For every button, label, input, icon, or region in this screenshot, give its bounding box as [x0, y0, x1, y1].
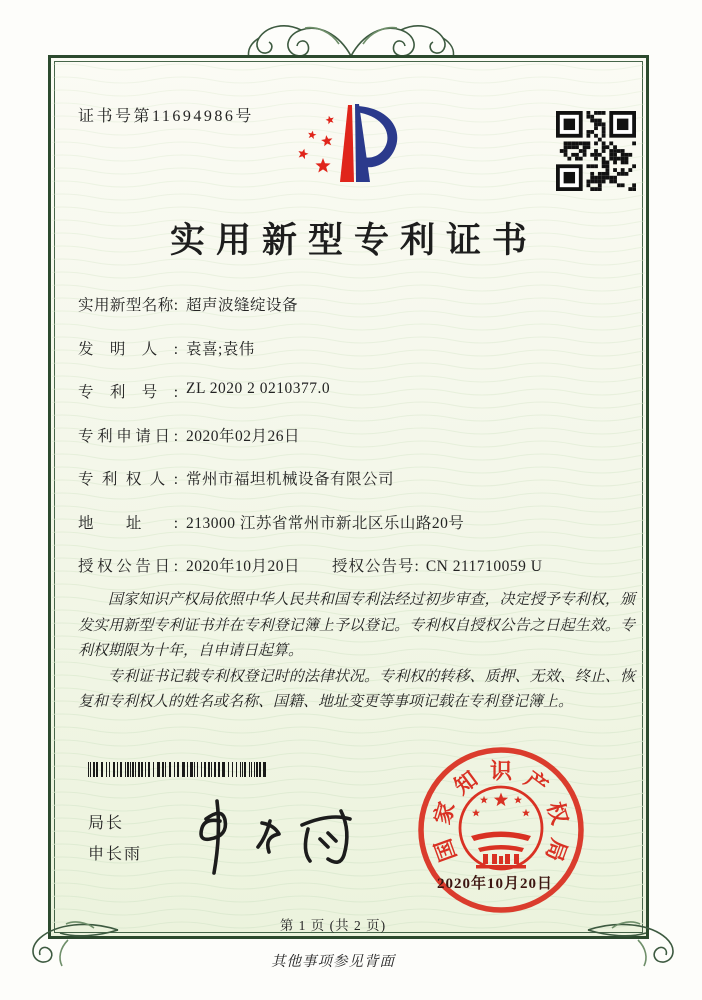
page-number: 第 1 页 (共 2 页) — [279, 918, 387, 933]
grant-publication-number — [332, 554, 542, 576]
field-label: 授权公告日: — [78, 558, 178, 575]
certificate-number: 证书号第11694986号 — [78, 108, 254, 125]
field-value: 2020年10月20日 — [186, 558, 301, 575]
field-label: 专利号: — [78, 384, 178, 401]
bottom-right-flourish-ornament — [586, 918, 682, 968]
commissioner-title: 局长 — [88, 815, 125, 832]
logo-blue-stem — [355, 104, 370, 182]
logo-red-triangle — [340, 105, 354, 182]
field-value: 常州市福坦机械设备有限公司 — [186, 471, 395, 488]
field-label: 专利申请日: — [78, 427, 178, 445]
field-row-patentee — [78, 467, 638, 488]
field-row-inventor — [78, 337, 638, 358]
field-label: 发明人: — [78, 340, 178, 358]
svg-text:权: 权 — [542, 798, 573, 828]
field-row-patent-number — [78, 380, 638, 401]
certificate-fields — [78, 293, 638, 598]
commissioner-name: 申长雨 — [88, 846, 143, 863]
legal-paragraph-2: 专利证书记载专利权登记时的法律状况。专利权的转移、质押、无效、终止、恢复和专利权人的姓名或名称、国籍、地址变更等事项记载在专利登记簿上。 — [78, 668, 635, 710]
svg-text:知: 知 — [449, 766, 483, 800]
svg-text:识: 识 — [489, 758, 513, 784]
field-value: 2020年02月26日 — [186, 427, 301, 445]
legal-paragraph-1: 国家知识产权局依照中华人民共和国专利法经过初步审查，决定授予专利权，颁发实用新型专利证书并在专利登记簿上予以登记。专利权自授权公告之日起生效。专利权期限为十年，自申请日起算。 — [78, 592, 635, 659]
cnipa-logo-icon — [288, 90, 416, 198]
commissioner-signature-handwriting — [178, 793, 388, 881]
field-label: 实用新型名称: — [78, 297, 178, 314]
field-value: ZL 2020 2 0210377.0 — [186, 380, 331, 397]
field-row-filing-date — [78, 424, 638, 445]
field-value: CN 211710059 U — [425, 558, 543, 575]
field-row-name — [78, 293, 638, 314]
field-label: 地址: — [78, 514, 178, 532]
svg-text:产: 产 — [519, 766, 553, 800]
field-value: 袁喜;袁伟 — [186, 340, 255, 358]
field-value: 超声波缝绽设备 — [186, 297, 299, 314]
svg-text:国: 国 — [430, 835, 462, 865]
field-label: 授权公告号: — [332, 558, 420, 575]
qr-code-icon — [556, 111, 636, 191]
field-row-address — [78, 511, 638, 532]
field-label: 专利权人: — [78, 471, 178, 488]
see-back-note: 其他事项参见背面 — [271, 954, 395, 970]
seal-date: 2020年10月20日 — [436, 876, 554, 892]
national-emblem-icon — [460, 787, 542, 869]
logo-stars — [298, 116, 333, 173]
svg-text:局: 局 — [540, 835, 572, 865]
barcode-icon — [88, 762, 266, 777]
certificate-title: 实用新型专利证书 — [169, 221, 538, 260]
bottom-left-flourish-ornament — [24, 918, 120, 968]
official-seal — [413, 742, 589, 918]
svg-text:家: 家 — [429, 798, 460, 828]
field-row-grant — [78, 554, 638, 575]
legal-text — [78, 588, 635, 716]
field-value: 213000 江苏省常州市新北区乐山路20号 — [186, 514, 465, 532]
